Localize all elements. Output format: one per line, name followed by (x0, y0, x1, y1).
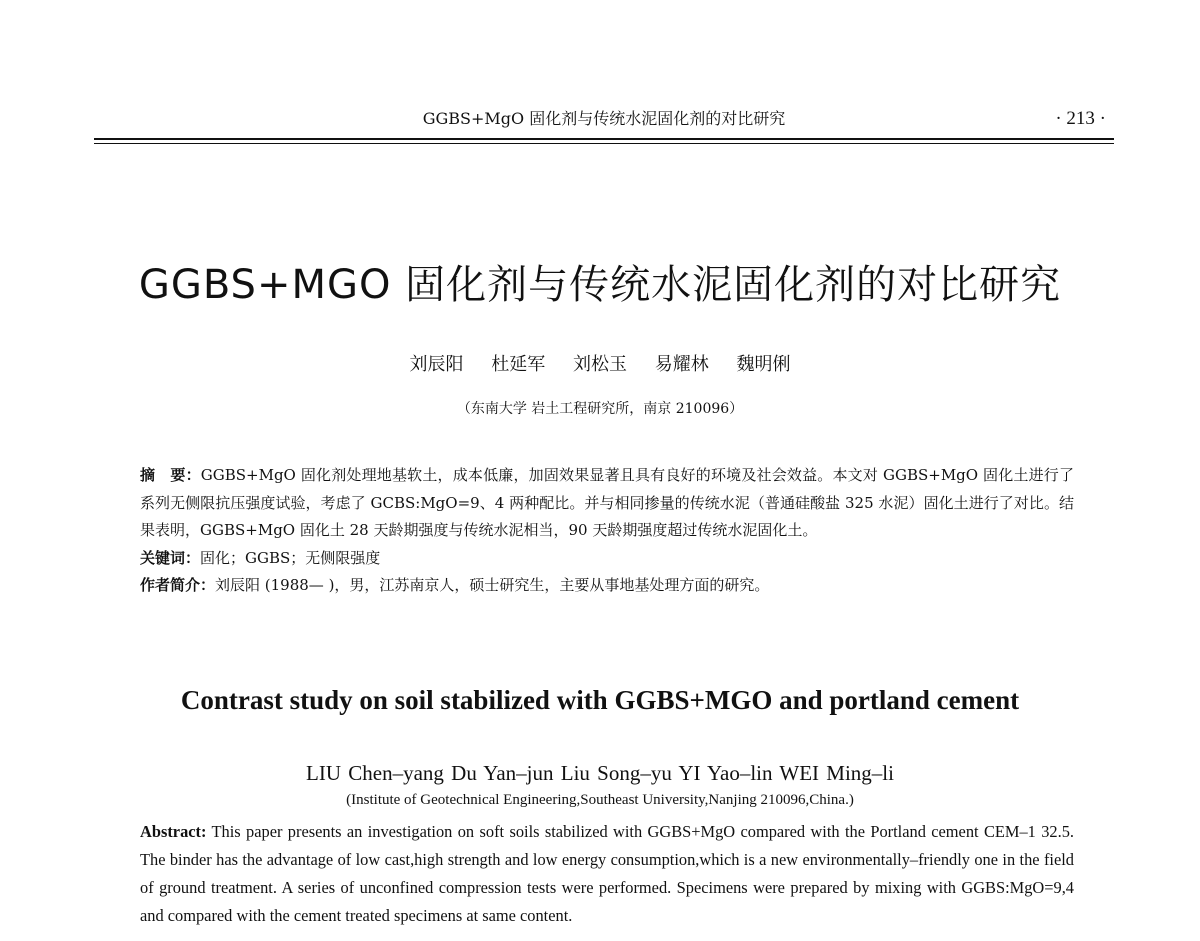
page-number: · 213 · (1055, 108, 1106, 129)
chinese-author: 刘辰阳 (409, 354, 464, 375)
chinese-author: 魏明俐 (736, 354, 791, 375)
english-abstract-text: This paper presents an investigation on soft soils stabilized with GGBS+MgO compared with the Portland cement CEM–1 32.5. The binder has the advantage of low cast,high strength and low energy consumption,which is a new environmentally–friendly one in the field of ground treatment. A series of unconfined compression tests were performed. Specimens were prepared by mixing with GGBS:MgO=9,4 and compared with the cement treated specimens at same content. (140, 822, 1074, 925)
chinese-keywords (140, 545, 1074, 573)
running-header (94, 106, 1114, 136)
chinese-title: GGBS+MGO 固化剂与传统水泥固化剂的对比研究 (138, 262, 1062, 308)
chinese-abstract-text: GGBS+MgO 固化剂处理地基软土，成本低廉，加固效果显著且具有良好的环境及社会效益。本文对 GGBS+MgO 固化土进行了系列无侧限抗压强度试验，考虑了 GCBS:MgO=9、4 两种配比。并与相同掺量的传统水泥（普通硅酸盐 325 水泥）固化土进行了对比。结果表明，GGBS+MgO 固化土 28 天龄期强度与传统水泥相当，90 天龄期强度超过传统水泥固化土。 (140, 466, 1074, 539)
english-abstract (140, 818, 1074, 930)
english-title: Contrast study on soil stabilized with GGBS+MGO and portland cement (180, 685, 1020, 715)
english-affiliation: (Institute of Geotechnical Engineering,Southeast University,Nanjing 210096,China.) (346, 792, 854, 808)
running-title: GGBS+MgO 固化剂与传统水泥固化剂的对比研究 (422, 109, 786, 128)
chinese-affiliation: （东南大学 岩土工程研究所，南京 210096） (456, 401, 744, 417)
chinese-author: 刘松玉 (573, 354, 627, 375)
english-authors: LIU Chen–yang Du Yan–jun Liu Song–yu YI Yao–lin WEI Ming–li (306, 761, 894, 785)
keywords-text: 固化；GGBS；无侧限强度 (200, 548, 381, 567)
chinese-author: 易耀林 (654, 354, 709, 375)
chinese-abstract (140, 462, 1074, 545)
header-rule-thick (94, 138, 1114, 140)
chinese-abstract-section (140, 462, 1074, 600)
keywords-label: 关键词： (140, 548, 201, 567)
author-intro-label: 作者简介： (140, 576, 216, 594)
chinese-abstract-label: 摘 要： (140, 466, 201, 484)
english-abstract-label: Abstract: (140, 822, 207, 841)
author-intro (140, 572, 1074, 600)
chinese-author: 杜延军 (491, 354, 546, 375)
author-intro-text: 刘辰阳 (1988— )，男，江苏南京人，硕士研究生，主要从事地基处理方面的研究。 (215, 576, 770, 594)
chinese-author-list (0, 352, 1200, 378)
header-rule-thin (94, 143, 1114, 144)
english-abstract-section (140, 818, 1074, 930)
